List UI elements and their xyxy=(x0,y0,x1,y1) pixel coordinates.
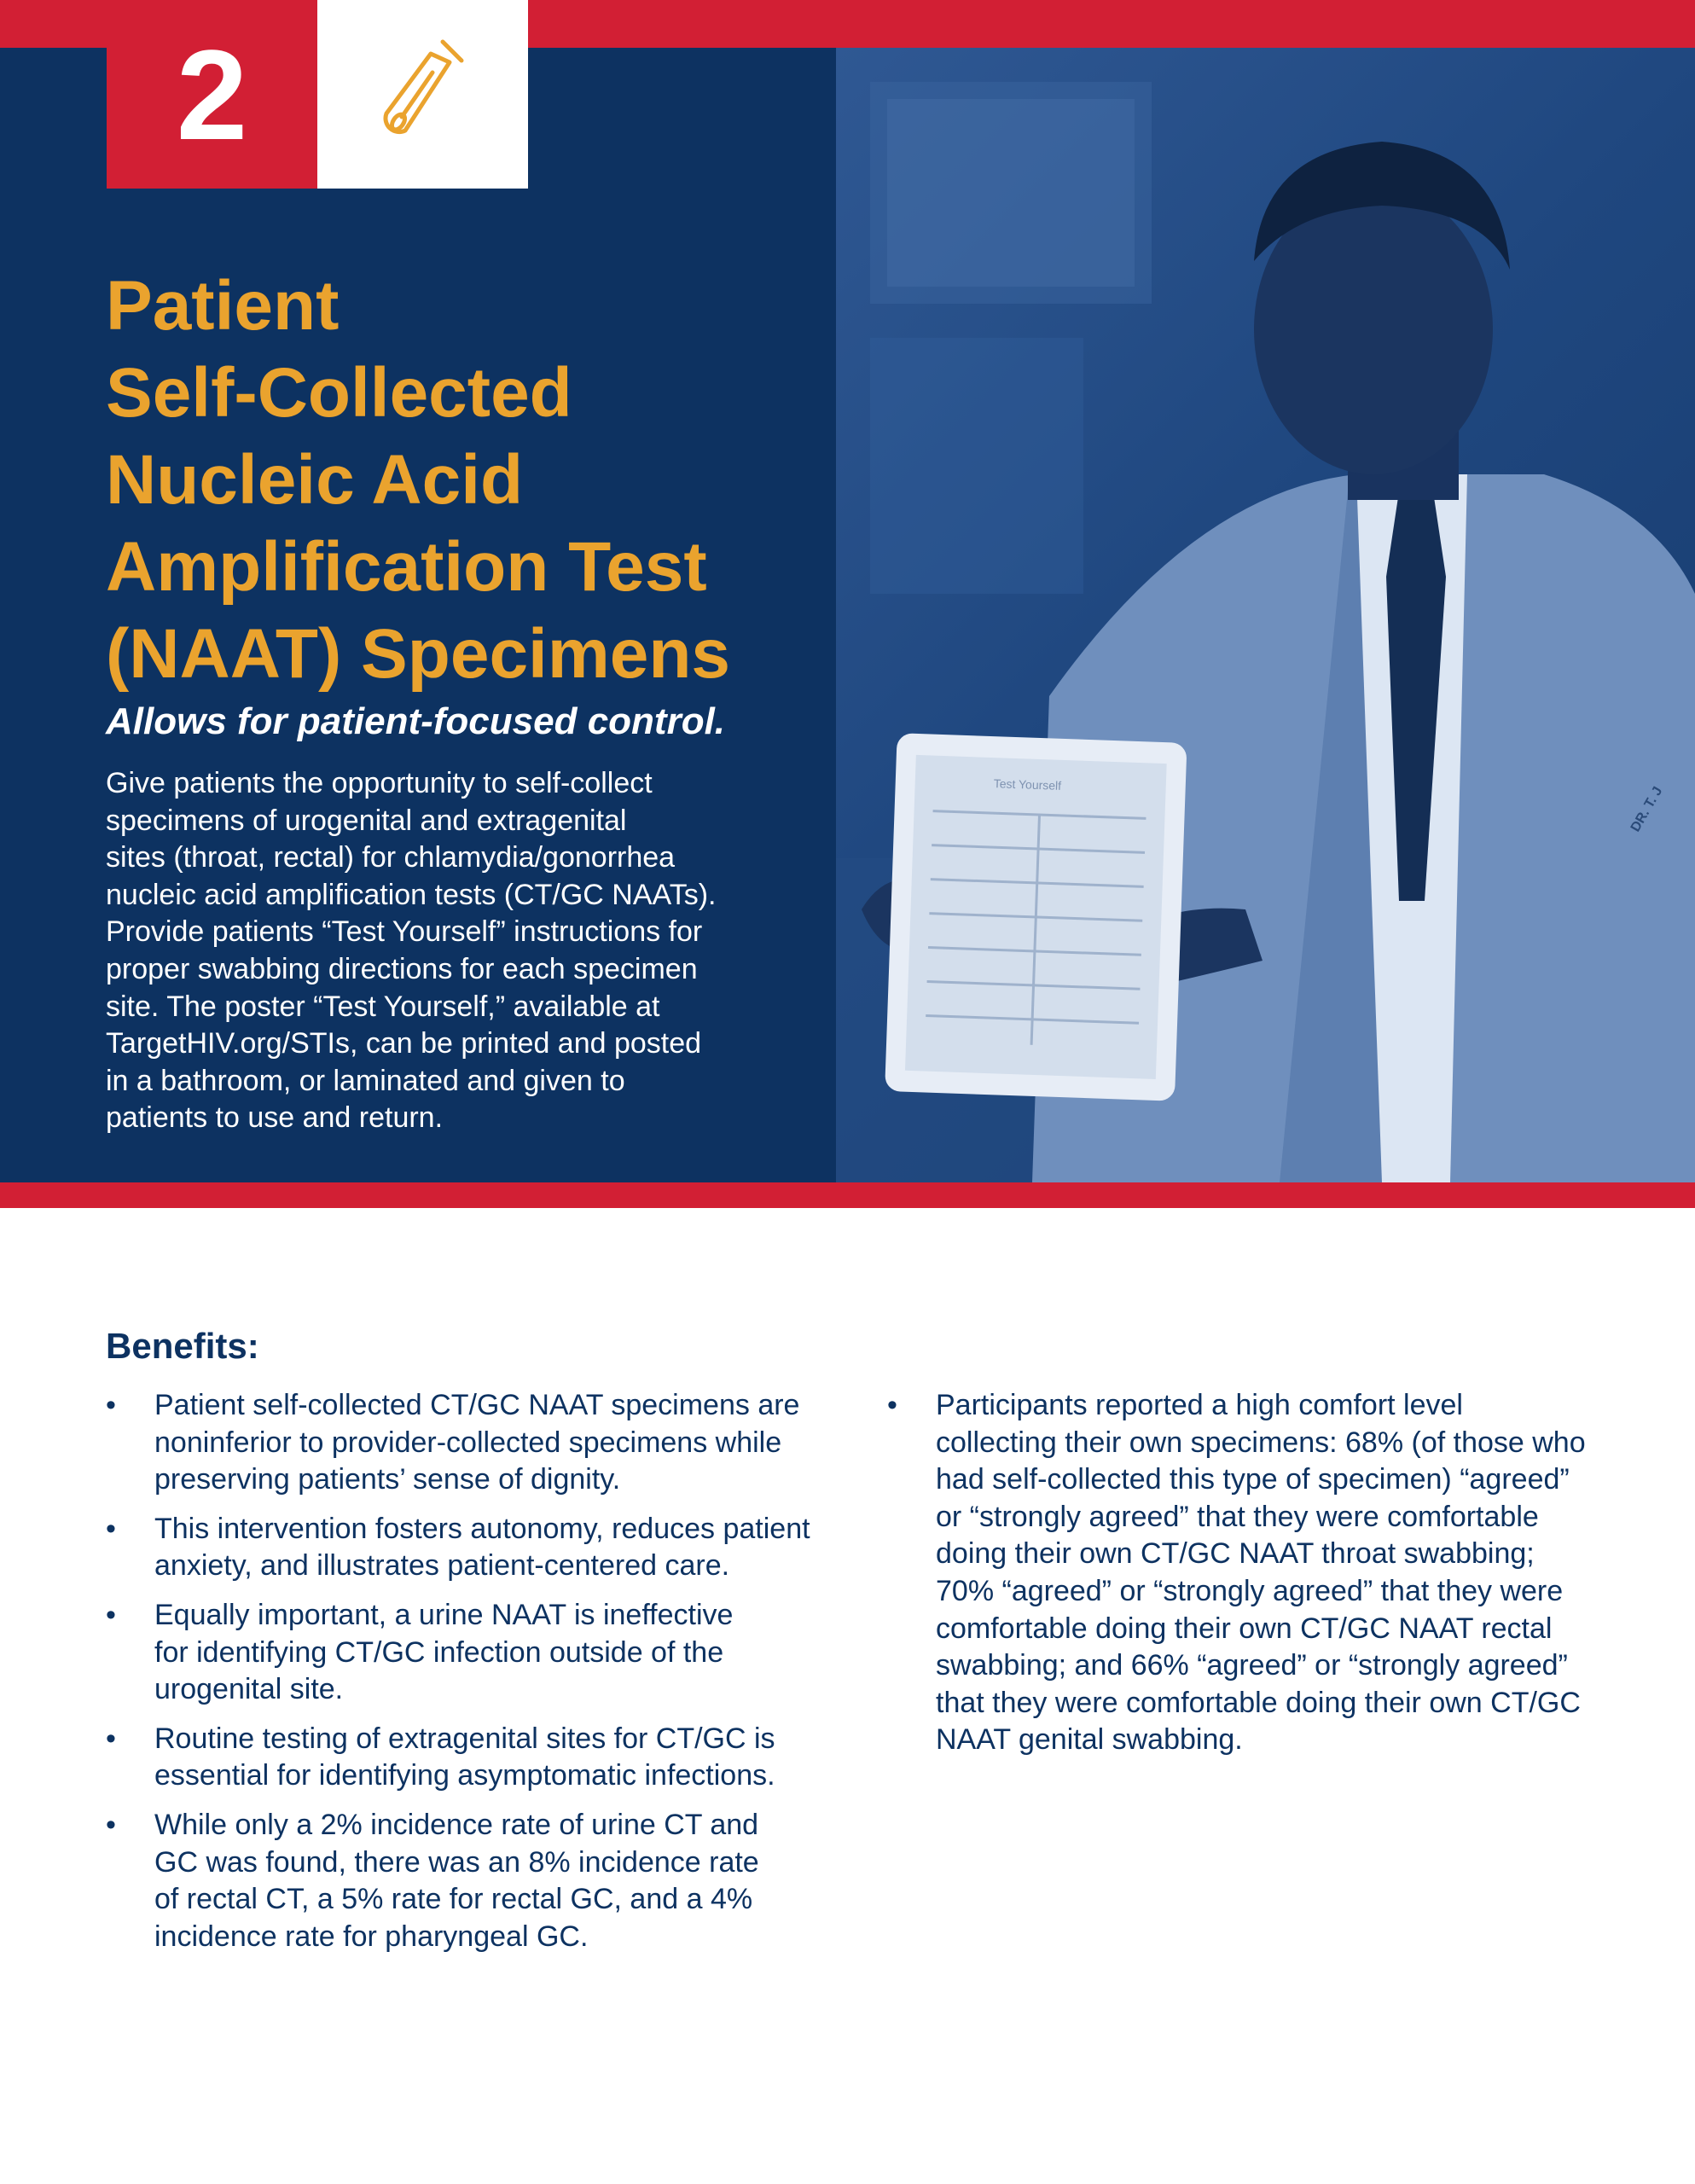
benefits-list-left xyxy=(106,1387,856,1967)
intro-line: TargetHIV.org/STIs, can be printed and posted xyxy=(106,1027,702,1060)
benefit-line: Equally important, a urine NAAT is ineffective xyxy=(154,1598,734,1631)
intro-line: Provide patients “Test Yourself” instructions for xyxy=(106,915,703,949)
step-icon-badge xyxy=(317,0,528,189)
page-subtitle: Allows for patient-focused control. xyxy=(106,700,726,742)
bottom-red-bar xyxy=(0,1182,1695,1208)
benefit-line: that they were comfortable doing their own CT/GC xyxy=(936,1686,1581,1719)
bullet-marker: • xyxy=(106,1512,116,1545)
intro-line: specimens of urogenital and extragenital xyxy=(106,804,627,837)
benefit-line: or “strongly agreed” that they were comfortable xyxy=(936,1500,1539,1533)
title-line: Self-Collected xyxy=(106,354,572,432)
benefit-line: urogenital site. xyxy=(154,1673,344,1706)
intro-line: sites (throat, rectal) for chlamydia/gonorrhea xyxy=(106,841,676,874)
bullet-marker: • xyxy=(106,1808,116,1841)
intro-line: in a bathroom, or laminated and given to xyxy=(106,1064,625,1097)
benefit-line: GC was found, there was an 8% incidence rate xyxy=(154,1845,759,1879)
coat-name-label: DR. T. J xyxy=(1628,784,1666,834)
benefit-item xyxy=(887,1387,1655,1759)
step-number-badge xyxy=(107,0,317,189)
intro-line: nucleic acid amplification tests (CT/GC NAATs). xyxy=(106,878,717,911)
benefit-item xyxy=(106,1511,856,1585)
benefits-heading: Benefits: xyxy=(106,1326,259,1366)
benefit-line: Patient self-collected CT/GC NAAT specimens are xyxy=(154,1389,800,1421)
benefit-line: doing their own CT/GC NAAT throat swabbing; xyxy=(936,1537,1535,1571)
benefit-line: incidence rate for pharyngeal GC. xyxy=(154,1920,589,1953)
intro-line: patients to use and return. xyxy=(106,1101,444,1135)
step-number: 2 xyxy=(176,22,248,166)
benefit-line: Participants reported a high comfort level xyxy=(936,1389,1463,1421)
benefit-item xyxy=(106,1721,856,1795)
benefit-item xyxy=(106,1597,856,1709)
benefit-line: for identifying CT/GC infection outside of the xyxy=(154,1635,724,1669)
benefit-line: anxiety, and illustrates patient-centered care. xyxy=(154,1549,730,1583)
benefit-line: While only a 2% incidence rate of urine CT and xyxy=(154,1808,759,1841)
benefit-line: essential for identifying asymptomatic infections. xyxy=(154,1759,775,1792)
page-title xyxy=(106,263,822,698)
intro-paragraph xyxy=(106,765,716,1137)
benefit-line: noninferior to provider-collected specimens while xyxy=(154,1426,782,1459)
benefit-line: had self-collected this type of specimen) “agreed” xyxy=(936,1463,1570,1496)
title-line: Patient xyxy=(106,267,340,345)
benefit-line: of rectal CT, a 5% rate for rectal GC, and a 4% xyxy=(154,1883,753,1916)
benefit-line: comfortable doing their own CT/GC NAAT rectal xyxy=(936,1612,1553,1645)
intro-line: Give patients the opportunity to self-collect xyxy=(106,767,653,799)
benefit-line: 70% “agreed” or “strongly agreed” that they were xyxy=(936,1574,1564,1607)
title-line: (NAAT) Specimens xyxy=(106,615,731,693)
doctor-illustration xyxy=(836,48,1695,1182)
benefit-line: collecting their own specimens: 68% (of those who xyxy=(936,1426,1586,1459)
intro-line: proper swabbing directions for each specimen xyxy=(106,952,698,985)
title-line: Nucleic Acid xyxy=(106,441,524,519)
intro-line: site. The poster “Test Yourself,” available at xyxy=(106,990,660,1023)
bullet-marker: • xyxy=(887,1389,897,1421)
benefit-line: NAAT genital swabbing. xyxy=(936,1723,1243,1757)
benefit-item xyxy=(106,1807,856,1955)
benefit-line: preserving patients’ sense of dignity. xyxy=(154,1463,621,1496)
title-line: Amplification Test xyxy=(106,528,707,606)
benefit-line: swabbing; and 66% “agreed” or “strongly agreed” xyxy=(936,1649,1568,1682)
benefits-list-right xyxy=(887,1387,1655,1771)
tablet-heading: Test Yourself xyxy=(993,776,1062,793)
bullet-marker: • xyxy=(106,1722,116,1755)
bullet-marker: • xyxy=(106,1598,116,1631)
benefit-item xyxy=(106,1387,856,1499)
benefit-line: This intervention fosters autonomy, reduces patient xyxy=(154,1512,810,1545)
test-tube-swab-icon xyxy=(376,35,470,154)
benefit-line: Routine testing of extragenital sites for CT/GC is xyxy=(154,1722,775,1755)
doctor-tablet-photo xyxy=(836,48,1695,1182)
bullet-marker: • xyxy=(106,1389,116,1421)
